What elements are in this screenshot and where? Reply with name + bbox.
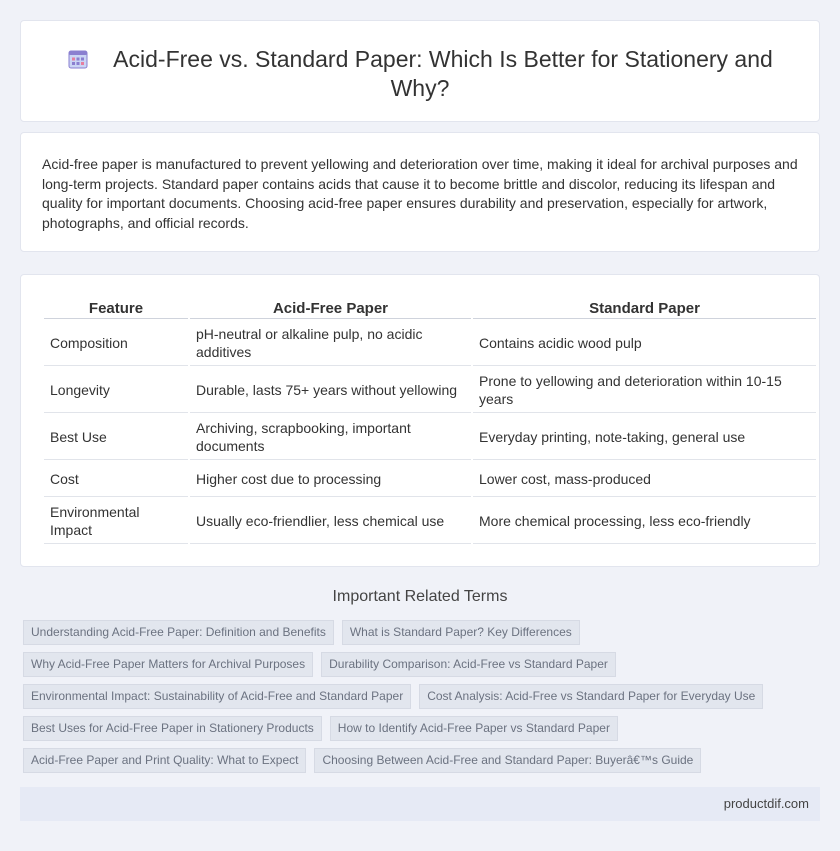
tag-row [23,620,813,645]
related-tag[interactable]: How to Identify Acid-Free Paper vs Standard Paper [330,716,618,741]
comparison-card [20,274,820,567]
calendar-grid-icon [67,48,89,70]
related-tag[interactable]: Choosing Between Acid-Free and Standard Paper: Buyerâ€™s Guide [314,748,701,773]
header-acid-free: Acid-Free Paper [190,299,471,319]
header-card [20,20,820,122]
table-cell: pH-neutral or alkaline pulp, no acidic additives [190,321,471,366]
footer [20,787,820,821]
table-row [44,462,816,497]
table-row [44,499,816,544]
related-tag[interactable]: Best Uses for Acid-Free Paper in Stationery Products [23,716,322,741]
table-cell: Prone to yellowing and deterioration within 10-15 years [473,368,816,413]
intro-paragraph: Acid-free paper is manufactured to prevent yellowing and deterioration over time, making it ideal for archival purposes and long-term projects. Standard paper contains acids that cause it to become brittle and discolor, reducing its lifespan and quality for important documents. Choosing acid-free paper ensures durability and preservation, especially for artwork, photographs, and official records. [42,156,798,231]
header-feature: Feature [44,299,188,319]
related-tag[interactable]: What is Standard Paper? Key Differences [342,620,580,645]
related-tag[interactable]: Durability Comparison: Acid-Free vs Standard Paper [321,652,616,677]
table-row [44,321,816,366]
related-tag[interactable]: Why Acid-Free Paper Matters for Archival Purposes [23,652,313,677]
table-header-row [44,299,816,319]
table-cell: Usually eco-friendlier, less chemical use [190,499,471,544]
table-cell: Higher cost due to processing [190,462,471,497]
table-cell: Best Use [44,415,188,460]
footer-site-link[interactable]: productdif.com [723,796,809,811]
related-tag[interactable]: Environmental Impact: Sustainability of Acid-Free and Standard Paper [23,684,411,709]
tag-row [23,716,813,741]
table-cell: Composition [44,321,188,366]
intro-card [20,132,820,252]
tag-row [23,748,813,773]
table-row [44,368,816,413]
table-cell: Cost [44,462,188,497]
tag-row [23,652,813,677]
comparison-table [42,297,818,546]
table-cell: Longevity [44,368,188,413]
tag-row [23,684,813,709]
table-cell: Contains acidic wood pulp [473,321,816,366]
related-tag[interactable]: Cost Analysis: Acid-Free vs Standard Paper for Everyday Use [419,684,763,709]
header-standard: Standard Paper [473,299,816,319]
related-tag[interactable]: Understanding Acid-Free Paper: Definition and Benefits [23,620,334,645]
table-cell: Everyday printing, note-taking, general use [473,415,816,460]
table-cell: Archiving, scrapbooking, important documents [190,415,471,460]
table-cell: More chemical processing, less eco-friendly [473,499,816,544]
related-terms-list [23,620,813,780]
table-row [44,415,816,460]
page-title-text: Acid-Free vs. Standard Paper: Which Is Better for Stationery and Why? [113,46,773,101]
related-terms-title: Important Related Terms [332,588,508,605]
table-cell: Environmental Impact [44,499,188,544]
table-cell: Durable, lasts 75+ years without yellowing [190,368,471,413]
table-cell: Lower cost, mass-produced [473,462,816,497]
page-title [61,45,779,103]
related-tag[interactable]: Acid-Free Paper and Print Quality: What to Expect [23,748,306,773]
